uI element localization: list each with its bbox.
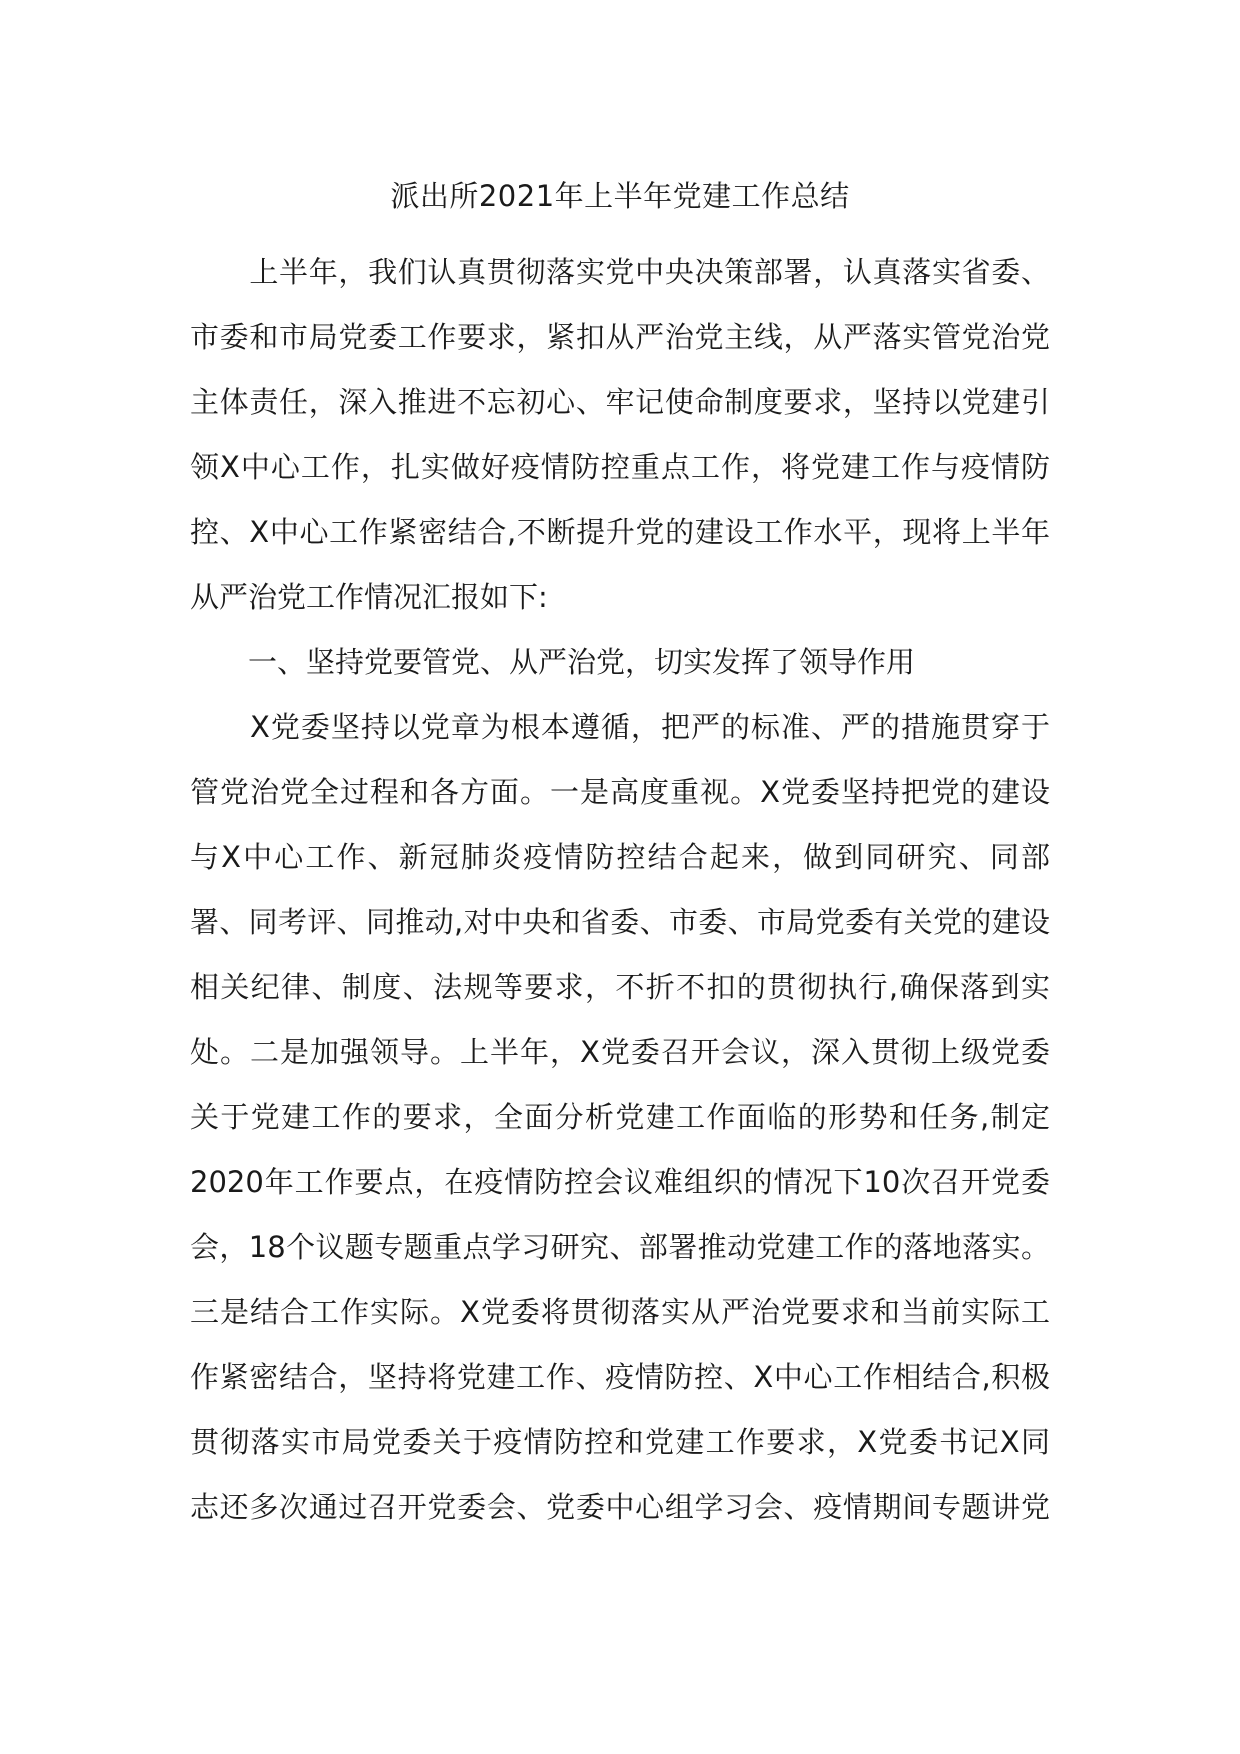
- body-line-13: 处。二是加强领导。上半年，X党委召开会议，深入贯彻上级党委: [190, 1035, 1050, 1069]
- body-line-19: 贯彻落实市局党委关于疫情防控和党建工作要求，X党委书记X同: [190, 1425, 1050, 1459]
- body-line-2: 市委和市局党委工作要求，紧扣从严治党主线，从严落实管党治党: [190, 320, 1050, 354]
- document-title: 派出所2021年上半年党建工作总结: [390, 179, 850, 213]
- body-line-15: 2020年工作要点，在疫情防控会议难组织的情况下10次召开党委: [190, 1165, 1050, 1199]
- body-line-20: 志还多次通过召开党委会、党委中心组学习会、疫情期间专题讲党: [190, 1490, 1050, 1524]
- body-line-3: 主体责任，深入推进不忘初心、牢记使命制度要求，坚持以党建引: [190, 385, 1050, 419]
- body-line-17: 三是结合工作实际。X党委将贯彻落实从严治党要求和当前实际工: [190, 1295, 1050, 1329]
- document-body: [190, 240, 1050, 1540]
- body-line-10: 与X中心工作、新冠肺炎疫情防控结合起来，做到同研究、同部: [190, 840, 1050, 874]
- body-line-5: 控、X中心工作紧密结合,不断提升党的建设工作水平，现将上半年: [190, 515, 1050, 549]
- section-heading-1: 一、坚持党要管党、从严治党，切实发挥了领导作用: [190, 645, 916, 679]
- body-line-8: X党委坚持以党章为根本遵循，把严的标准、严的措施贯穿于: [190, 710, 1050, 744]
- body-line-4: 领X中心工作，扎实做好疫情防控重点工作，将党建工作与疫情防: [190, 450, 1050, 484]
- body-line-11: 署、同考评、同推动,对中央和省委、市委、市局党委有关党的建设: [190, 905, 1050, 939]
- body-line-14: 关于党建工作的要求，全面分析党建工作面临的形势和任务,制定: [190, 1100, 1050, 1134]
- body-line-9: 管党治党全过程和各方面。一是高度重视。X党委坚持把党的建设: [190, 775, 1050, 809]
- body-line-18: 作紧密结合，坚持将党建工作、疫情防控、X中心工作相结合,积极: [190, 1360, 1050, 1394]
- body-line-16: 会，18个议题专题重点学习研究、部署推动党建工作的落地落实。: [190, 1230, 1050, 1264]
- body-line-6: 从严治党工作情况汇报如下:: [190, 580, 548, 614]
- body-line-1: 上半年，我们认真贯彻落实党中央决策部署，认真落实省委、: [190, 255, 1050, 289]
- body-line-12: 相关纪律、制度、法规等要求，不折不扣的贯彻执行,确保落到实: [190, 970, 1050, 1004]
